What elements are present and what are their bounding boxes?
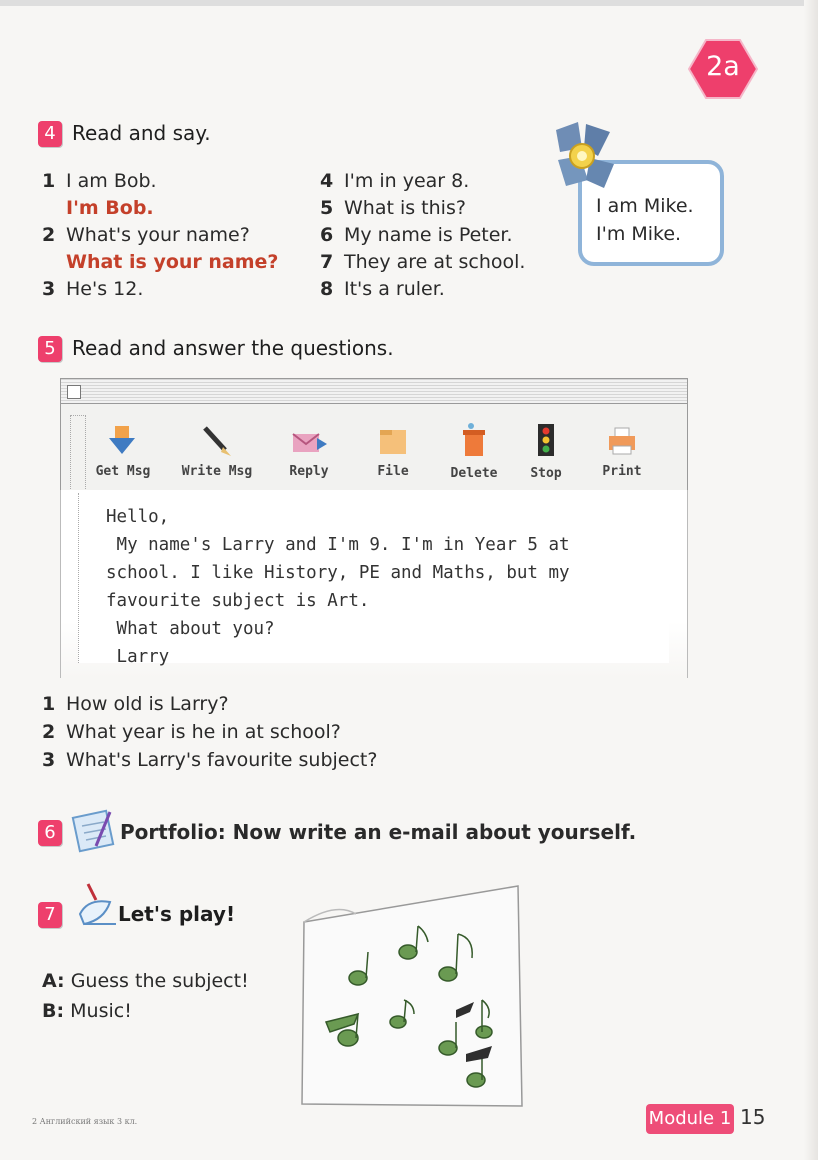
list-item: 4 I'm in year 8. [320,170,470,192]
delete-button[interactable]: Delete [446,422,502,481]
email-line: Larry [106,647,170,667]
list-item: 5 What is this? [320,197,466,219]
list-item: 6 My name is Peter. [320,224,513,246]
spotlight-icon [548,120,620,198]
print-button[interactable]: Print [596,422,648,479]
music-notes-illustration [296,882,528,1110]
answer-line: I'm Bob. [66,197,154,219]
page-top-edge [0,0,818,6]
answer-line: What is your name? [66,251,279,273]
exercise-title: Let's play! [118,902,236,926]
page-spine-shadow [804,0,818,1160]
exercise-number: 5 [38,336,62,362]
get-msg-button[interactable]: Get Msg [90,422,156,479]
email-line: favourite subject is Art. [106,591,370,611]
envelope-icon [289,422,329,458]
dialogue-line: A: Guess the subject! [42,970,249,992]
stop-button[interactable]: Stop [522,422,570,481]
email-line: My name's Larry and I'm 9. I'm in Year 5 at [106,535,570,555]
list-item: 3 He's 12. [42,278,144,300]
exercise-number: 4 [38,121,62,147]
file-button[interactable]: File [368,422,418,479]
exercise-number: 7 [38,902,62,928]
exercise-right-column [320,168,525,303]
traffic-light-icon [534,422,558,460]
exercise-number: 6 [38,820,62,846]
email-line: What about you? [106,619,275,639]
download-arrow-icon [105,422,141,458]
dialogue [42,966,249,1026]
page-number: 15 [740,1105,766,1129]
module-tag: Module 1 [646,1104,734,1134]
exercise-title: Read and answer the questions. [72,336,394,360]
list-item: 2 What's your name? [42,224,250,246]
exercise-left-column [42,168,278,303]
list-item: 1 I am Bob. [42,170,157,192]
write-msg-button[interactable]: Write Msg [172,422,262,479]
email-body [106,503,570,671]
list-item: 2 What year is he in at school? [42,721,341,743]
bubble-text [596,192,694,248]
printer-icon [605,422,639,458]
trash-icon [457,422,491,460]
pencil-icon [199,422,235,458]
folder-icon [376,422,410,458]
email-line: Hello, [106,507,170,527]
reply-button[interactable]: Reply [280,422,338,479]
exercise-title: Portfolio: Now write an e-mail about yourself. [120,820,637,844]
email-line: school. I like History, PE and Maths, but my [106,563,570,583]
unit-badge [688,38,758,100]
close-box-icon[interactable] [67,385,81,399]
list-item: 8 It's a ruler. [320,278,445,300]
scrollbar[interactable] [70,415,86,495]
bubble-line: I am Mike. [596,195,694,217]
footer-note: 2 Английский язык 3 кл. [32,1117,138,1126]
dialogue-line: B: Music! [42,1000,132,1022]
unit-label: 2a [706,51,740,82]
bubble-line: I'm Mike. [596,223,682,245]
list-item: 7 They are at school. [320,251,526,273]
question-list [42,690,377,774]
list-item: 1 How old is Larry? [42,693,229,715]
email-title-bar[interactable] [60,378,688,404]
portfolio-icon [66,806,122,856]
spinning-top-icon [70,880,120,930]
list-item: 3 What's Larry's favourite subject? [42,749,378,771]
exercise-title: Read and say. [72,121,211,145]
